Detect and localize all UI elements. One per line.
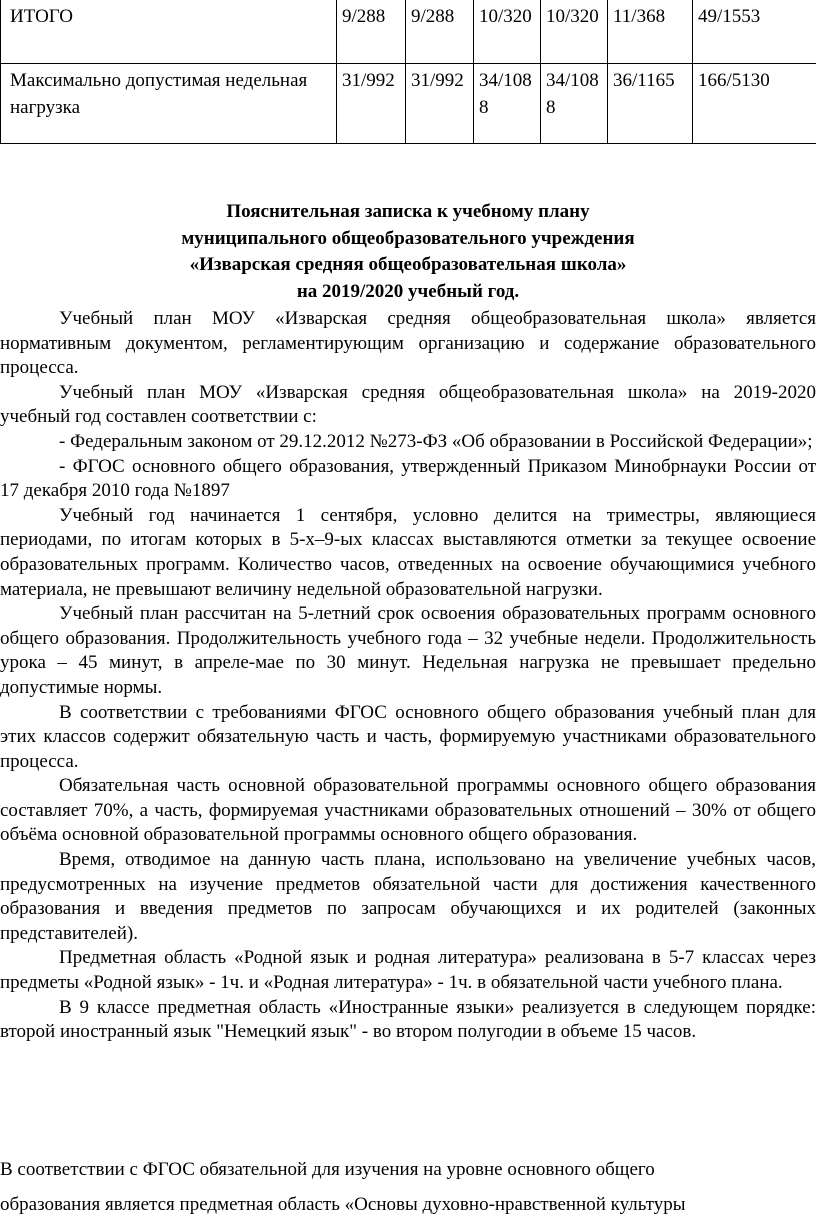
document-tail [0, 1152, 816, 1222]
paragraph: Учебный год начинается 1 сентября, условно делится на триместры, являющиеся периодами, по итогам которых в 5-х–9-ых классах выставляются отметки за текущее освоение образовательных программ. Количество часов, отведенных на освоение обучающимися учебного материала, не превышают величину недельной образовательной нагрузки. [0, 504, 816, 602]
paragraph: Время, отводимое на данную часть плана, использовано на увеличение учебных часов, предусмотренных на изучение предметов обязательной части для достижения качественного образования и введения предметов по запросам обучающихся и их родителей (законных представителей). [0, 848, 816, 946]
table-cell: 31/992 [406, 64, 474, 144]
row-label: ИТОГО [1, 0, 337, 64]
table-cell: 34/1088 [474, 64, 541, 144]
row-label: Максимально допустимая недельная нагрузка [1, 64, 337, 144]
summary-table [0, 0, 816, 144]
document-heading [0, 199, 816, 305]
table-cell: 49/1553 [693, 0, 816, 64]
paragraph: Учебный план МОУ «Изварская средняя общеобразовательная школа» является нормативным документом, регламентирующим организацию и содержание образовательного процесса. [0, 307, 816, 381]
paragraph: Обязательная часть основной образовательной программы основного общего образования составляет 70%, а часть, формируемая участниками образовательных отношений – 30% от общего объёма основной образовательной программы основного общего образования. [0, 774, 816, 848]
paragraph-line: образования является предметная область «Основы духовно-нравственной культуры [0, 1187, 816, 1222]
paragraph-line: В соответствии с ФГОС обязательной для изучения на уровне основного общего [0, 1152, 816, 1187]
heading-line: на 2019/2020 учебный год. [0, 279, 816, 306]
table-cell: 9/288 [406, 0, 474, 64]
paragraph: - ФГОС основного общего образования, утвержденный Приказом Минобрнауки России от 17 декабря 2010 года №1897 [0, 455, 816, 504]
document-body [0, 307, 816, 1045]
table-cell: 9/288 [337, 0, 406, 64]
table-cell: 166/5130 [693, 64, 816, 144]
table-cell: 34/1088 [541, 64, 608, 144]
heading-line: «Изварская средняя общеобразовательная школа» [0, 252, 816, 279]
table-cell: 10/320 [474, 0, 541, 64]
paragraph: Предметная область «Родной язык и родная литература» реализована в 5-7 классах через предметы «Родной язык» - 1ч. и «Родная литература» - 1ч. в обязательной части учебного плана. [0, 946, 816, 995]
table-cell: 31/992 [337, 64, 406, 144]
heading-line: муниципального общеобразовательного учреждения [0, 226, 816, 253]
table-cell: 36/1165 [608, 64, 693, 144]
paragraph: Учебный план рассчитан на 5-летний срок освоения образовательных программ основного общего образования. Продолжительность учебного года – 32 учебные недели. Продолжительность урока – 45 минут, в апреле-мае по 30 минут. Недельная нагрузка не превышает предельно допустимые нормы. [0, 602, 816, 700]
paragraph: Учебный план МОУ «Изварская средняя общеобразовательная школа» на 2019-2020 учебный год составлен соответствии с: [0, 381, 816, 430]
table-row [1, 0, 816, 64]
heading-line: Пояснительная записка к учебному плану [0, 199, 816, 226]
table-cell: 11/368 [608, 0, 693, 64]
paragraph: В 9 классе предметная область «Иностранные языки» реализуется в следующем порядке: второй иностранный язык "Немецкий язык" - во втором полугодии в объеме 15 часов. [0, 996, 816, 1045]
table-cell: 10/320 [541, 0, 608, 64]
table-row [1, 64, 816, 144]
paragraph: В соответствии с требованиями ФГОС основного общего образования учебный план для этих классов содержит обязательную часть и часть, формируемую участниками образовательного процесса. [0, 701, 816, 775]
paragraph: - Федеральным законом от 29.12.2012 №273-ФЗ «Об образовании в Российской Федерации»; [0, 430, 816, 455]
